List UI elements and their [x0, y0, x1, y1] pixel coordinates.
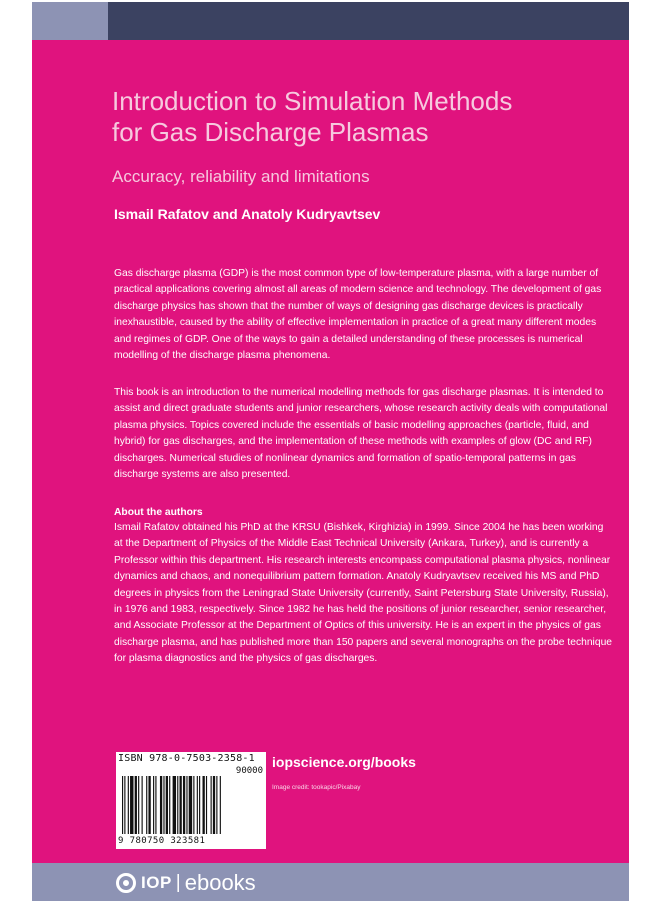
publisher-name: IOP	[141, 873, 172, 892]
ean-digits: 9 780750 323581	[118, 836, 206, 846]
barcode-price-code: 90000	[235, 766, 263, 776]
book-title-line2: for Gas Discharge Plasmas	[112, 117, 429, 147]
image-credit: Image credit: tookapic/Pixabay	[272, 784, 361, 791]
top-bar-accent	[32, 2, 108, 40]
book-back-cover	[32, 2, 629, 901]
book-title	[112, 86, 612, 148]
series-name: ebooks	[184, 870, 256, 895]
footer-bar	[32, 863, 629, 901]
barcode-bars-icon	[120, 776, 262, 836]
iop-logo-icon	[116, 873, 136, 893]
top-bar	[108, 2, 629, 40]
website-link[interactable]: iopscience.org/books	[272, 754, 416, 770]
logo-separator: |	[175, 872, 181, 893]
book-authors: Ismail Rafatov and Anatoly Kudryavtsev	[114, 206, 381, 222]
isbn-number: ISBN 978-0-7503-2358-1	[118, 753, 255, 764]
blurb-paragraph-2: This book is an introduction to the numerical modelling methods for gas discharge plasmas. It is intended to assist and direct graduate students and junior researchers, whose research activity deals with computational plasma physics. Topics covered include the essentials of basic modelling approaches (particle, fluid, and hybrid) for gas discharges, and the implementation of these methods with examples of glow (DC and RF) discharges. Numerical studies of nonlinear dynamics and formation of spatio-temporal patterns in gas discharge systems are also presented.	[114, 387, 608, 481]
about-authors-heading: About the authors	[114, 507, 203, 518]
iop-ebooks-logo	[116, 872, 256, 894]
about-authors-text: Ismail Rafatov obtained his PhD at the KRSU (Bishkek, Kirghizia) in 1999. Since 2004 he has been working at the Department of Physics of the Middle East Technical University (Ankara, Turkey), and is currently a Professor within this department. His research interests encompass computational plasma physics, nonlinear dynamics and chaos, and nonequilibrium pattern formation. Anatoly Kudryavtsev received his MS and PhD degrees in physics from the Leningrad State University (currently, Saint Petersburg State University, Russia), in 1976 and 1983, respectively. Since 1982 he has held the positions of junior researcher, senior researcher, and Associate Professor at the Department of Optics of this university. He is an expert in the physics of gas discharge plasma, and has published more than 150 papers and several monographs on the probe technique for plasma diagnostics and the physics of gas discharges.	[114, 522, 613, 665]
book-title-line1: Introduction to Simulation Methods	[112, 86, 513, 116]
isbn-barcode	[116, 752, 266, 849]
blurb-paragraph-1: Gas discharge plasma (GDP) is the most common type of low-temperature plasma, with a large number of practical applications covering almost all areas of modern science and technology. The development of gas discharge physics has shown that the number of ways of designing gas discharge devices is practically inexhaustible, caused by the ability of effective implementation in practice of a great many different modes and regimes of GDP. One of the ways to gain a detailed understanding of these processes is numerical modelling of the discharge plasma phenomena.	[114, 268, 602, 362]
book-subtitle: Accuracy, reliability and limitations	[112, 167, 370, 186]
